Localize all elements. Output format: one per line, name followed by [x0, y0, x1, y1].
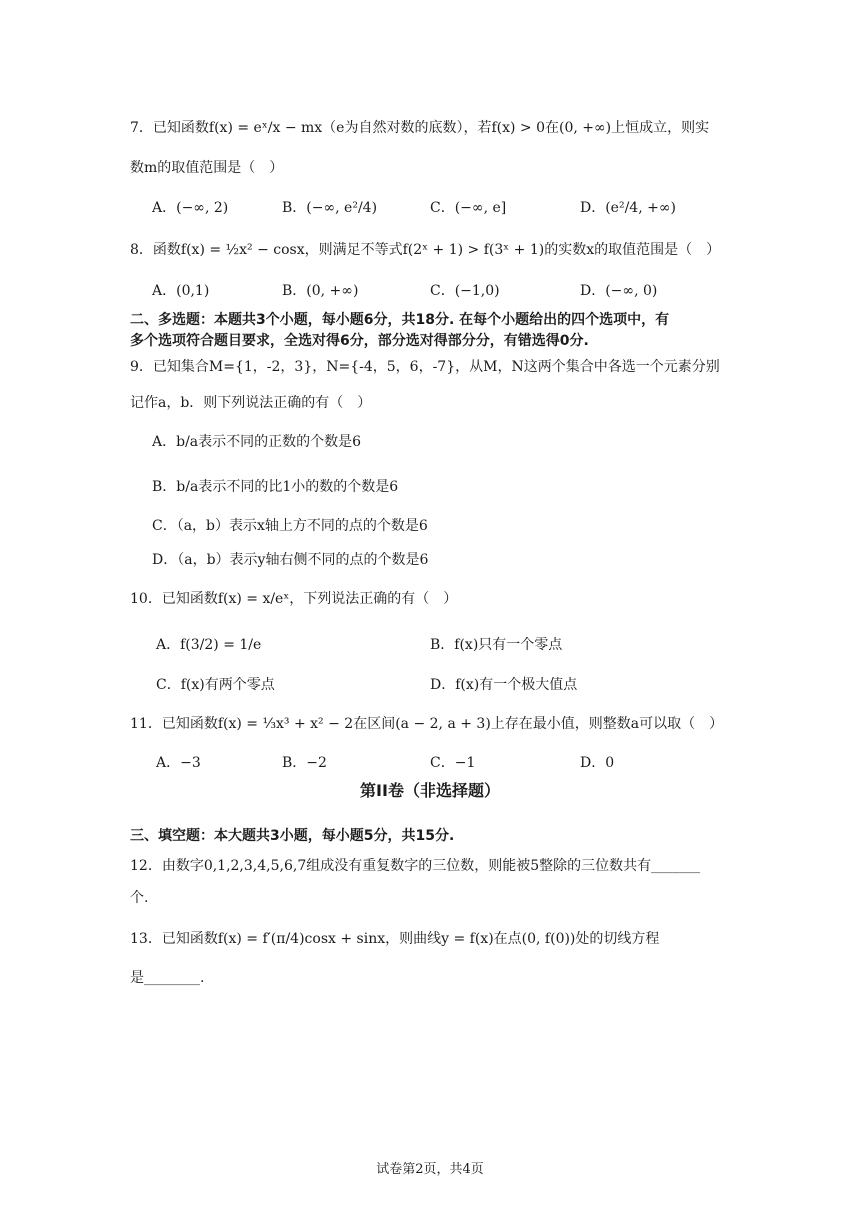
section3-heading: 三、填空题：本大题共3小题，每小题5分，共15分. [130, 828, 455, 844]
q13-line1: 13．已知函数f(x) = f′(π/4)cosx + sinx，则曲线y = f(x)在点(0, f(0))处的切线方程 [130, 931, 660, 947]
q9-option-d: D．（a，b）表示y轴右侧不同的点的个数是6 [152, 552, 429, 568]
q11-option-c: C．−1 [430, 755, 476, 771]
q8-option-a: A．(0,1) [152, 283, 210, 299]
q7-option-b: B．(−∞, e²/4) [282, 200, 378, 216]
section2-line1: 二、多选题：本题共3个小题，每小题6分，共18分. 在每个小题给出的四个选项中，有 [130, 312, 670, 328]
q11-option-b: B．−2 [282, 755, 327, 771]
q12-line1: 12．由数字0,1,2,3,4,5,6,7组成没有重复数字的三位数，则能被5整除的三位数共有_______ [130, 858, 701, 874]
section2-line2: 多个选项符合题目要求，全选对得6分，部分选对得部分分，有错选得0分. [130, 333, 589, 349]
q9-line2: 记作a，b．则下列说法正确的有（ ） [130, 395, 372, 411]
q7-line2: 数m的取值范围是（ ） [130, 160, 284, 176]
q8-option-d: D．(−∞, 0) [580, 283, 658, 299]
q12-line2: 个. [130, 890, 149, 906]
q9-line1: 9．已知集合M={1，-2，3}，N={-4，5，6，-7}，从M，N这两个集合中各选一个元素分别 [130, 359, 720, 375]
q10-option-d: D．f(x)有一个极大值点 [430, 677, 578, 693]
q8-option-c: C．(−1,0) [430, 283, 500, 299]
q10-line1: 10．已知函数f(x) = x/eˣ，下列说法正确的有（ ） [130, 591, 458, 607]
q10-option-b: B．f(x)只有一个零点 [430, 637, 563, 653]
page-footer: 试卷第2页，共4页 [376, 1162, 484, 1177]
q11-option-a: A．−3 [156, 755, 201, 771]
q7-line1: 7．已知函数f(x) = eˣ/x − mx（e为自然对数的底数），若f(x) > 0在(0, +∞)上恒成立，则实 [130, 120, 710, 136]
q10-option-c: C．f(x)有两个零点 [156, 677, 275, 693]
q7-option-a: A．(−∞, 2) [152, 200, 229, 216]
q7-option-c: C．(−∞, e] [430, 200, 507, 216]
q8-option-b: B．(0, +∞) [282, 283, 359, 299]
q11-line1: 11．已知函数f(x) = ⅓x³ + x² − 2在区间(a − 2, a + 3)上存在最小值，则整数a可以取（ ） [130, 716, 724, 732]
q9-option-b: B．b/a表示不同的比1小的数的个数是6 [152, 479, 399, 495]
q9-option-a: A．b/a表示不同的正数的个数是6 [152, 434, 362, 450]
q7-option-d: D．(e²/4, +∞) [580, 200, 676, 216]
q9-option-c: C．（a，b）表示x轴上方不同的点的个数是6 [152, 518, 428, 534]
q11-option-d: D．0 [580, 755, 615, 771]
q10-option-a: A．f(3/2) = 1/e [156, 637, 262, 653]
q8-line1: 8．函数f(x) = ½x² − cosx，则满足不等式f(2ˣ + 1) > f(3ˣ + 1)的实数x的取值范围是（ ） [130, 242, 721, 258]
part2-title: 第II卷（非选择题） [360, 781, 500, 800]
q13-line2: 是________. [130, 970, 205, 986]
